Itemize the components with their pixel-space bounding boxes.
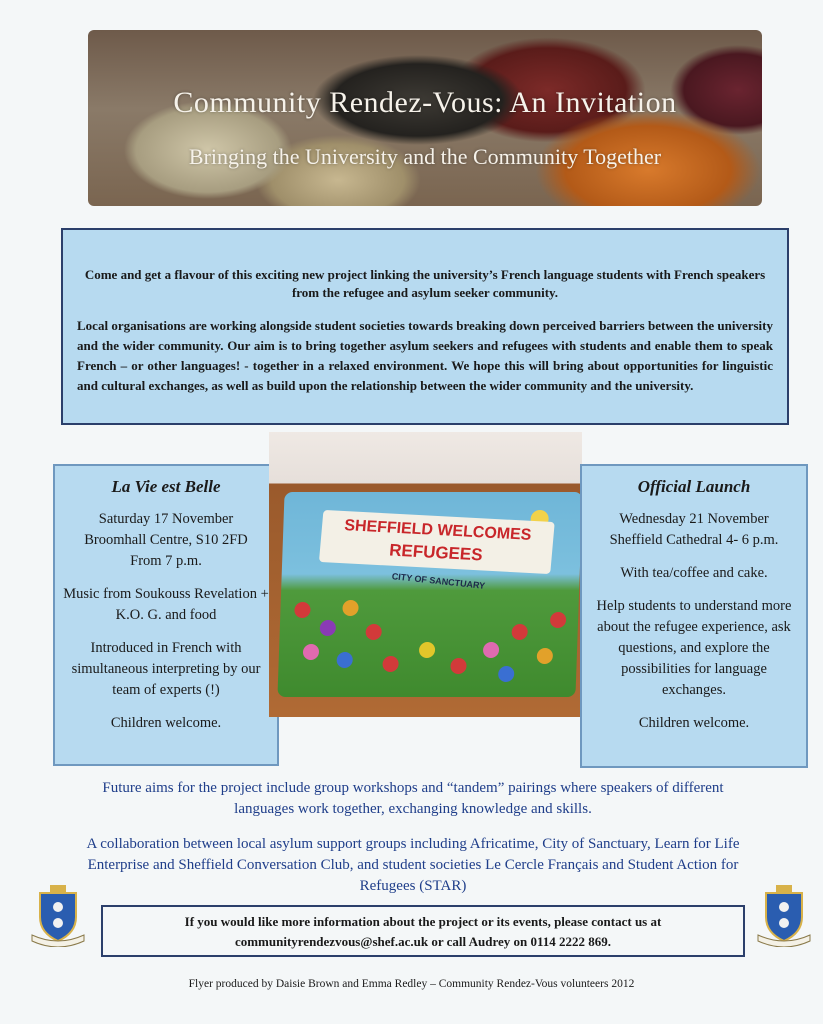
- flower-icon: [450, 658, 467, 674]
- flower-icon: [498, 666, 515, 682]
- university-crest-icon: [28, 883, 88, 947]
- flower-icon: [342, 600, 359, 616]
- flower-icon: [294, 602, 311, 618]
- event-venue: Sheffield Cathedral 4- 6 p.m.: [609, 532, 779, 548]
- contact-line2: communityrendezvous@shef.ac.uk or call Audrey on 0114 2222 869.: [234, 934, 612, 949]
- university-crest-icon: [754, 883, 814, 947]
- banner-subtitle: Bringing the University and the Community Together: [188, 144, 662, 169]
- flower-icon: [537, 648, 554, 664]
- event-date: Wednesday 21 November: [619, 511, 769, 527]
- quilt-photo: [269, 432, 582, 717]
- event-description: Help students to understand more about the refugee experience, ask questions, and explore the possibilities for language exchanges.: [596, 598, 792, 698]
- flower-icon: [336, 652, 353, 668]
- contact-line1: If you would like more information about the project or its events, please contact us at: [184, 914, 662, 929]
- flower-icon: [550, 612, 567, 628]
- event-panel-official-launch: [580, 464, 808, 768]
- flower-icon: [365, 624, 382, 640]
- event-title: Official Launch: [637, 477, 751, 496]
- future-aims-text: Future aims for the project include group workshops and “tandem” pairings where speakers of different languages work together, exchanging knowledge and skills.: [102, 780, 724, 817]
- credits-text: Flyer produced by Daisie Brown and Emma Redley – Community Rendez-Vous volunteers 2012: [188, 978, 635, 990]
- contact-box: [101, 905, 745, 957]
- quilt-banner: [319, 510, 555, 574]
- flower-icon: [483, 642, 500, 658]
- event-venue: Broomhall Centre, S10 2FD: [84, 532, 248, 548]
- event-panel-la-vie-est-belle: [53, 464, 279, 766]
- flower-icon: [382, 656, 399, 672]
- quilt-banner-line2: REFUGEES: [388, 540, 484, 565]
- flower-icon: [511, 624, 528, 640]
- event-children: Children welcome.: [110, 715, 222, 731]
- flower-icon: [303, 644, 320, 660]
- quilt-city-text: CITY OF SANCTUARY: [391, 571, 486, 591]
- event-refreshments: With tea/coffee and cake.: [620, 565, 768, 581]
- event-title: La Vie est Belle: [111, 477, 221, 496]
- intro-box: [61, 228, 789, 425]
- banner-title: Community Rendez-Vous: An Invitation: [173, 86, 677, 119]
- quilt: [277, 492, 582, 697]
- collaboration-text: A collaboration between local asylum support groups including Africatime, City of Sanctuary, Learn for Life Enterprise and Sheffield Conversation Club, and student societies Le Cercle Français and Student Action for Refugees (STAR): [86, 836, 740, 894]
- intro-lead: Come and get a flavour of this exciting new project linking the university’s French language students with French speakers from the refugee and asylum seeker community.: [84, 267, 766, 300]
- event-date: Saturday 17 November: [98, 511, 234, 527]
- event-intro: Introduced in French with simultaneous interpreting by our team of experts (!): [71, 640, 261, 698]
- flower-icon: [419, 642, 436, 658]
- header-banner: [88, 30, 762, 206]
- flower-icon: [320, 620, 337, 636]
- quilt-banner-line1: SHEFFIELD WELCOMES: [343, 517, 533, 544]
- event-time: From 7 p.m.: [130, 553, 202, 569]
- event-music: Music from Soukouss Revelation + K.O. G. and food: [63, 586, 269, 623]
- intro-body: Local organisations are working alongside student societies towards breaking down perceived barriers between the university and the wider community. Our aim is to bring together asylum seekers and refugees with students and enable them to speak French – or other languages! - together in a relaxed environment. We hope this will bring about opportunities for linguistic and cultural exchanges, as well as build upon the relationship between the wider community and the university.: [77, 318, 773, 393]
- event-children: Children welcome.: [638, 715, 750, 731]
